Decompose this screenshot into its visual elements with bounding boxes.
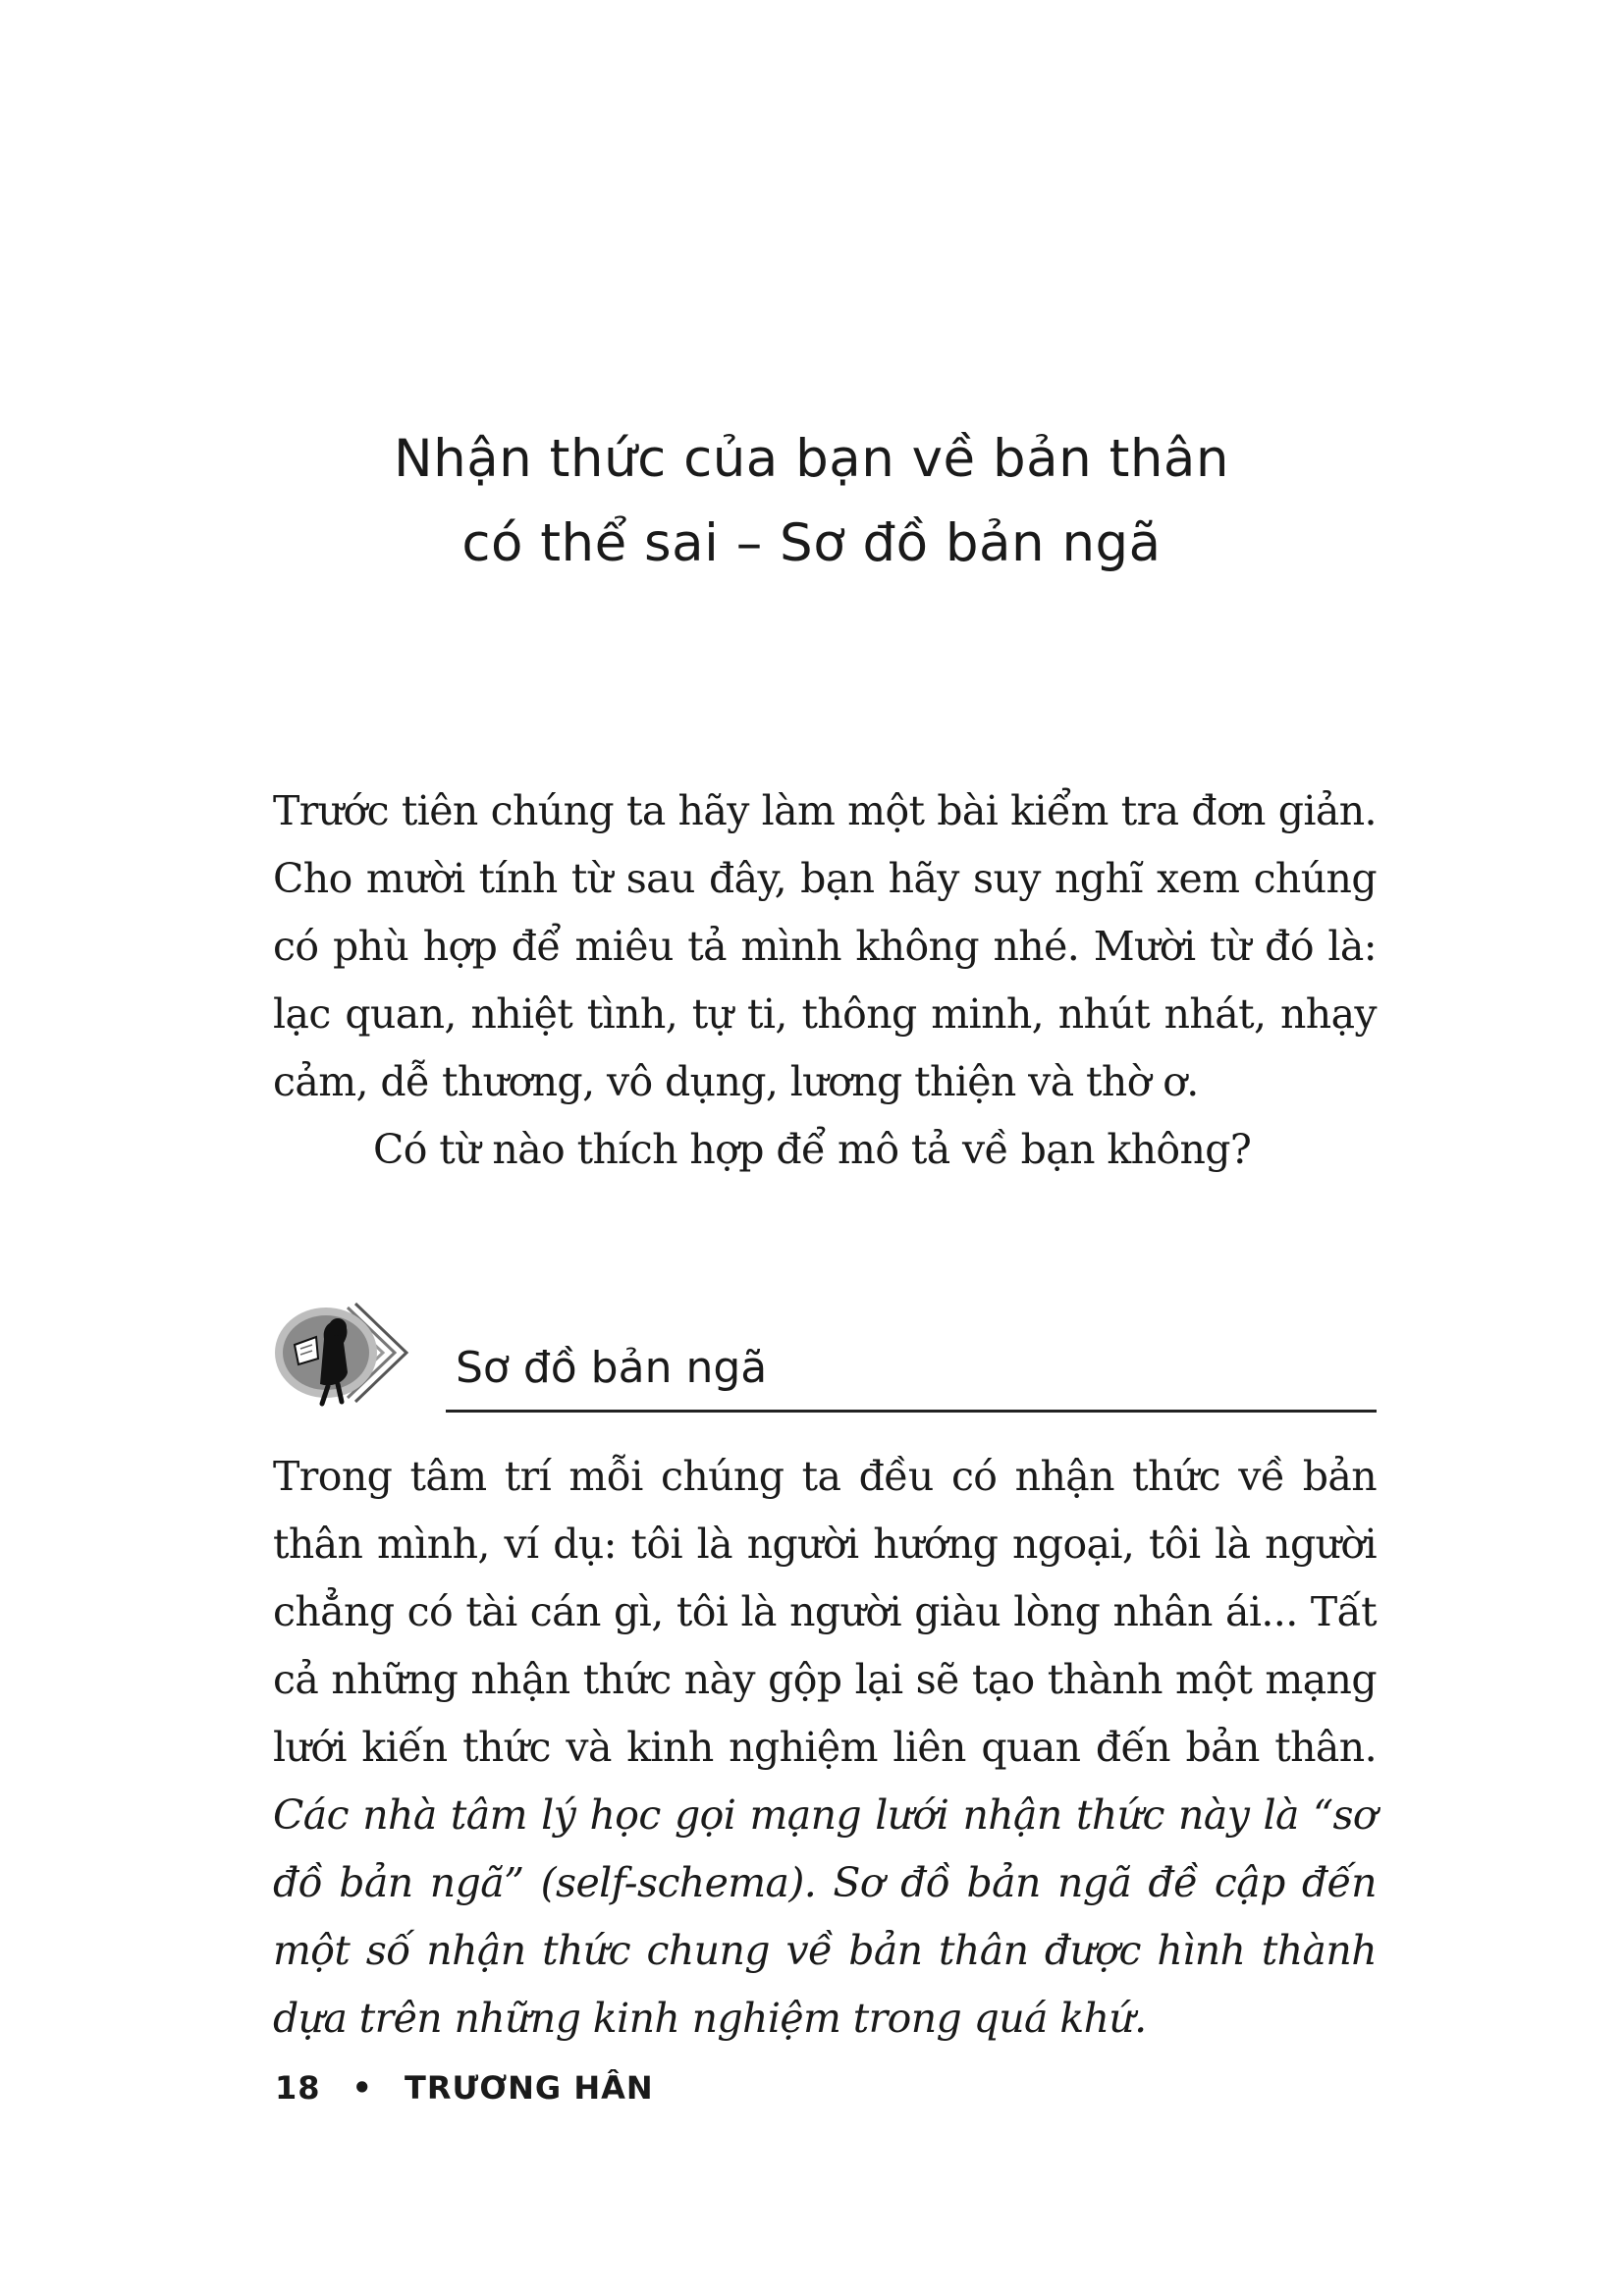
chapter-title-line-1: Nhận thức của bạn về bản thân: [393, 429, 1230, 489]
page-number: 18: [275, 2069, 321, 2107]
author-name: TRƯƠNG HÂN: [404, 2069, 654, 2107]
section-text-italic: Các nhà tâm lý học gọi mạng lưới nhận thức này là “sơ đồ bản ngã” (self-schema). Sơ đồ bản ngã đề cập đến một số nhận thức chung về bản thân được hình thành dựa trên những kinh nghiệm trong quá khứ.: [273, 1791, 1377, 2042]
section-header: [273, 1294, 1382, 1421]
section-text-regular: Trong tâm trí mỗi chúng ta đều có nhận thức về bản thân mình, ví dụ: tôi là người hướng ngoại, tôi là người chẳng có tài cán gì, tôi là người giàu lòng nhân ái... Tất cả những nhận thức này gộp lại sẽ tạo thành một mạng lưới kiến thức và kinh nghiệm liên quan đến bản thân.: [273, 1453, 1377, 1771]
page-footer: [275, 2069, 654, 2107]
intro-block: [273, 777, 1377, 1184]
section-body: [273, 1443, 1377, 2053]
chapter-title: [0, 417, 1623, 586]
intro-paragraph: Trước tiên chúng ta hãy làm một bài kiểm tra đơn giản. Cho mười tính từ sau đây, bạn hãy suy nghĩ xem chúng có phù hợp để miêu tả mình không nhé. Mười từ đó là: lạc quan, nhiệt tình, tự ti, thông minh, nhút nhát, nhạy cảm, dễ thương, vô dụng, lương thiện và thờ ơ.: [273, 787, 1377, 1105]
intro-question: Có từ nào thích hợp để mô tả về bạn không?: [373, 1126, 1252, 1173]
footer-separator: •: [352, 2069, 373, 2107]
section-rule: [446, 1410, 1377, 1413]
chapter-title-line-2: có thể sai – Sơ đồ bản ngã: [461, 513, 1162, 573]
section-paragraph: [273, 1443, 1377, 2053]
section-title: Sơ đồ bản ngã: [456, 1343, 768, 1393]
reading-figure-arrow-icon: [273, 1294, 410, 1412]
